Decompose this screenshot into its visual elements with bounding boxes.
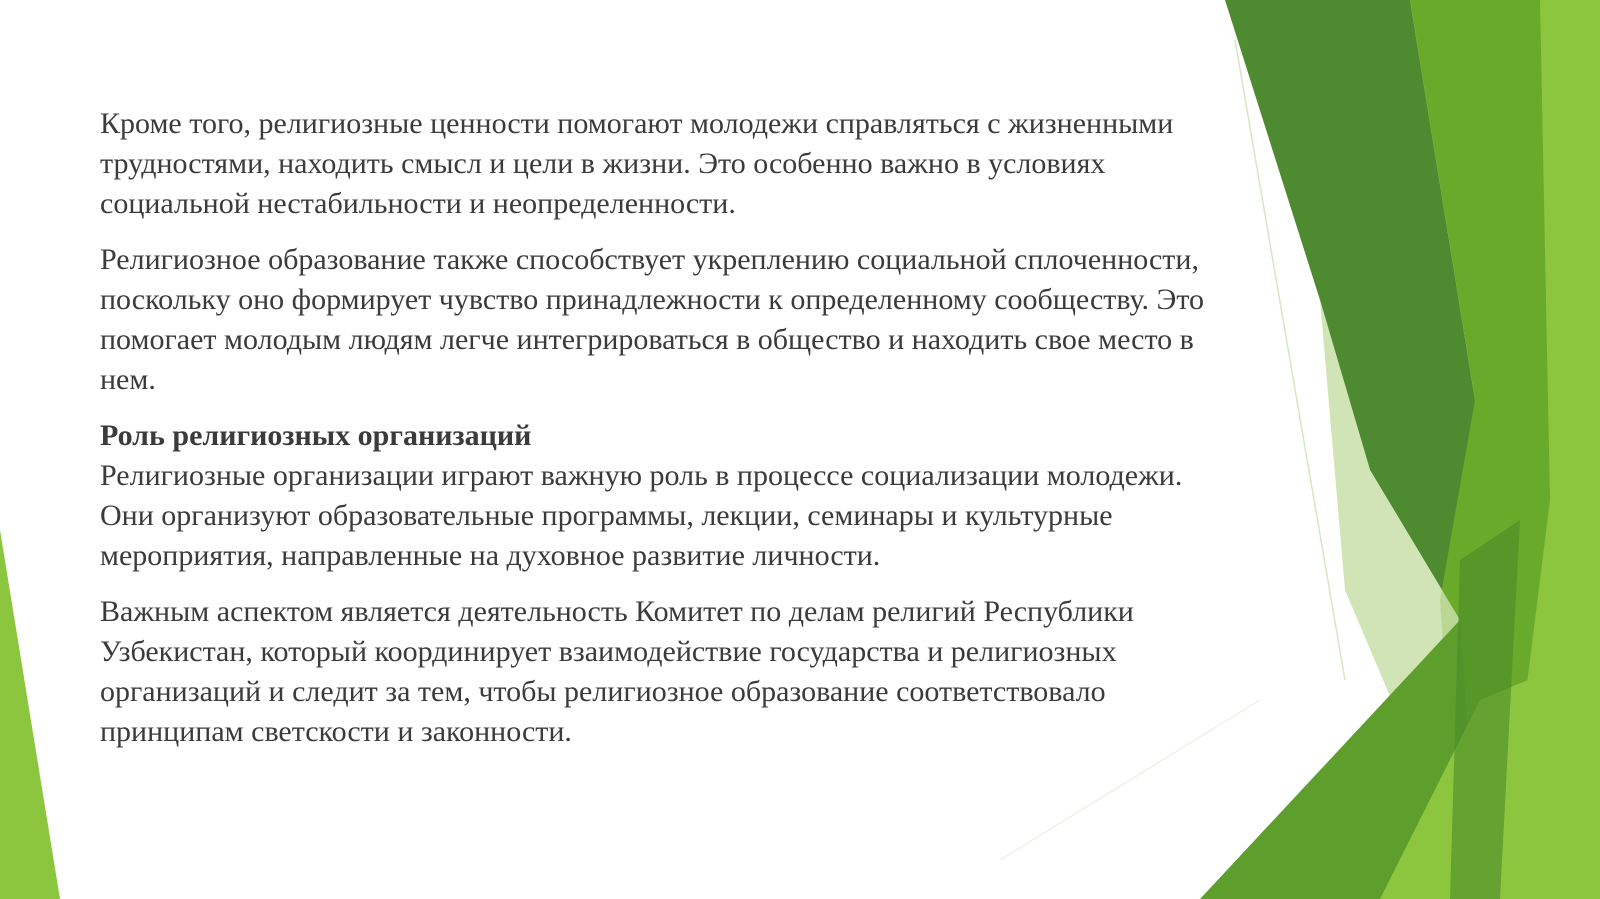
paragraph-1: Кроме того, религиозные ценности помогают молодежи справляться с жизненными трудностями, находить смысл и цели в жизни. Это особенно важно в условиях социальной нестабильности и неопределенности. <box>100 107 1174 220</box>
paragraph-3-body: Религиозные организации играют важную роль в процессе социализации молодежи. Они организуют образовательные программы, лекции, семинары и культурные мероприятия, направленные на духовное развитие личности. <box>100 459 1183 572</box>
paragraph-3 <box>100 416 1210 576</box>
slide-text <box>100 104 1210 768</box>
section-heading: Роль религиозных организаций <box>100 419 532 452</box>
paragraph-4: Важным аспектом является деятельность Комитет по делам религий Республики Узбекистан, который координирует взаимодействие государства и религиозных организаций и следит за тем, чтобы религиозное образование соответствовало принципам светскости и законности. <box>100 595 1134 748</box>
paragraph-2: Религиозное образование также способствует укреплению социальной сплоченности, поскольку оно формирует чувство принадлежности к определенному сообществу. Это помогает молодым людям легче интегрироваться в общество и находить свое место в нем. <box>100 243 1205 396</box>
left-green-shape <box>0 530 60 899</box>
